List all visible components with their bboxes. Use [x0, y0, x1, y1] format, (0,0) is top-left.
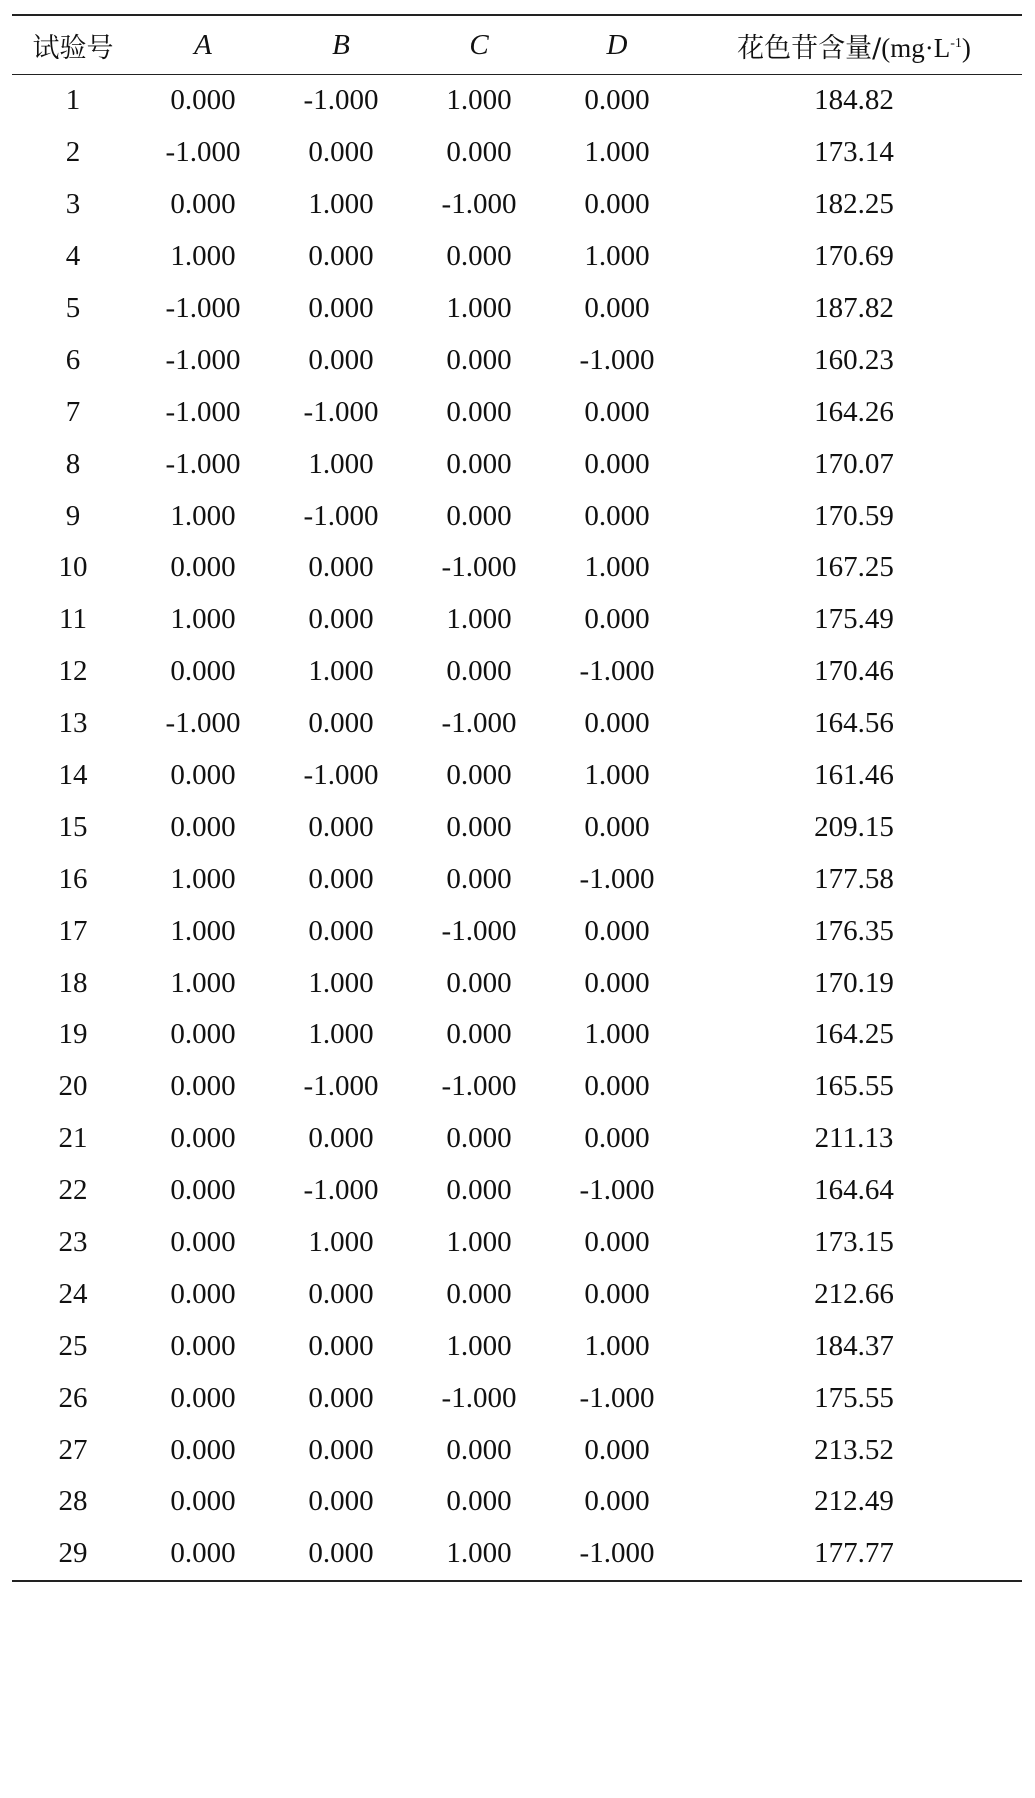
cell-factor-a: 0.000	[170, 551, 236, 584]
cell-anthocyanin-content: 176.35	[814, 914, 894, 947]
cell-factor-d: 0.000	[584, 914, 650, 947]
cell-run-number: 5	[65, 292, 81, 324]
cell-factor-c: 1.000	[446, 1537, 512, 1570]
cell-factor-b: -1.000	[303, 499, 379, 532]
cell-anthocyanin-content: 173.14	[814, 136, 894, 169]
cell-factor-d: 0.000	[584, 1226, 650, 1259]
cell-factor-d: 1.000	[584, 551, 650, 584]
cell-factor-b: -1.000	[303, 1070, 379, 1103]
cell-anthocyanin-content: 212.49	[814, 1485, 894, 1518]
header-factor-d: D	[606, 28, 628, 61]
header-anthocyanin-content	[686, 15, 1022, 75]
cell-factor-a: 1.000	[170, 499, 236, 532]
table-row	[12, 646, 1022, 698]
cell-run-number: 29	[58, 1537, 88, 1570]
header-factor-c: C	[469, 28, 489, 61]
cell-factor-d: 0.000	[584, 1433, 650, 1466]
cell-anthocyanin-content: 165.55	[814, 1070, 894, 1103]
cell-factor-d: 0.000	[584, 603, 650, 636]
table-row	[12, 542, 1022, 594]
table-row	[12, 1165, 1022, 1217]
cell-anthocyanin-content: 213.52	[814, 1433, 894, 1466]
cell-factor-d: 0.000	[584, 1485, 650, 1518]
cell-factor-c: 1.000	[446, 1329, 512, 1362]
cell-factor-d: 1.000	[584, 759, 650, 792]
cell-factor-c: 0.000	[446, 1277, 512, 1310]
cell-anthocyanin-content: 161.46	[814, 759, 894, 792]
cell-factor-a: 1.000	[170, 603, 236, 636]
cell-factor-d: 1.000	[584, 1329, 650, 1362]
table-row	[12, 1268, 1022, 1320]
cell-run-number: 6	[65, 343, 81, 376]
cell-factor-a: 0.000	[170, 1226, 236, 1259]
cell-anthocyanin-content: 177.77	[814, 1537, 894, 1570]
cell-anthocyanin-content: 160.23	[814, 343, 894, 376]
cell-anthocyanin-content: 182.25	[814, 188, 894, 221]
table-row	[12, 438, 1022, 490]
cell-factor-a: 1.000	[170, 914, 236, 947]
cell-factor-b: -1.000	[303, 759, 379, 792]
cell-run-number: 11	[59, 603, 87, 636]
cell-factor-a: -1.000	[165, 707, 241, 740]
cell-factor-a: 0.000	[170, 1122, 236, 1155]
cell-factor-b: 0.000	[308, 136, 374, 169]
cell-factor-c: 0.000	[446, 1174, 512, 1207]
cell-run-number: 22	[58, 1174, 88, 1207]
cell-run-number: 28	[58, 1485, 88, 1518]
cell-factor-d: -1.000	[579, 1537, 655, 1570]
cell-factor-d: 0.000	[584, 966, 650, 999]
cell-factor-a: 0.000	[170, 84, 236, 117]
cell-factor-b: 0.000	[308, 1485, 374, 1518]
cell-factor-a: -1.000	[165, 292, 241, 324]
cell-run-number: 17	[58, 914, 88, 947]
cell-run-number: 1	[65, 84, 81, 117]
header-result-exponent: -1	[950, 35, 962, 51]
cell-run-number: 10	[58, 551, 88, 584]
cell-run-number: 8	[65, 447, 81, 480]
cell-anthocyanin-content: 170.59	[814, 499, 894, 532]
cell-anthocyanin-content: 164.56	[814, 707, 894, 740]
cell-factor-c: 0.000	[446, 810, 512, 843]
cell-factor-b: 1.000	[308, 1226, 374, 1259]
cell-factor-a: 0.000	[170, 1174, 236, 1207]
cell-factor-a: 0.000	[170, 1070, 236, 1103]
cell-factor-a: 0.000	[170, 1433, 236, 1466]
cell-factor-a: 0.000	[170, 1277, 236, 1310]
cell-factor-c: 0.000	[446, 136, 512, 169]
cell-run-number: 7	[65, 395, 81, 428]
cell-factor-b: 1.000	[308, 1018, 374, 1051]
table-header	[12, 15, 1022, 75]
cell-factor-c: 0.000	[446, 1018, 512, 1051]
cell-anthocyanin-content: 173.15	[814, 1226, 894, 1259]
cell-factor-c: 0.000	[446, 499, 512, 532]
cell-factor-b: 0.000	[308, 551, 374, 584]
cell-factor-d: -1.000	[579, 343, 655, 376]
cell-factor-c: 0.000	[446, 862, 512, 895]
cell-factor-b: 0.000	[308, 707, 374, 740]
cell-factor-c: 1.000	[446, 603, 512, 636]
cell-factor-a: 0.000	[170, 759, 236, 792]
cell-anthocyanin-content: 167.25	[814, 551, 894, 584]
cell-factor-a: 1.000	[170, 862, 236, 895]
cell-factor-c: 0.000	[446, 1485, 512, 1518]
cell-factor-d: 0.000	[584, 84, 650, 117]
cell-factor-a: -1.000	[165, 343, 241, 376]
table-row	[12, 1424, 1022, 1476]
table-row	[12, 594, 1022, 646]
cell-anthocyanin-content: 175.49	[814, 603, 894, 636]
header-result-close: )	[961, 32, 971, 63]
cell-factor-d: 0.000	[584, 707, 650, 740]
cell-run-number: 25	[58, 1329, 88, 1362]
cell-anthocyanin-content: 177.58	[814, 862, 894, 895]
cell-run-number: 4	[65, 240, 81, 273]
cell-factor-d: 0.000	[584, 1277, 650, 1310]
cell-anthocyanin-content: 175.55	[814, 1381, 894, 1414]
data-table-container	[12, 14, 1022, 1582]
cell-anthocyanin-content: 164.64	[814, 1174, 894, 1207]
table-row	[12, 1009, 1022, 1061]
cell-factor-c: 0.000	[446, 966, 512, 999]
header-run-number: 试验号	[32, 32, 114, 64]
table-row	[12, 386, 1022, 438]
cell-factor-d: 0.000	[584, 447, 650, 480]
cell-run-number: 13	[58, 707, 88, 740]
cell-run-number: 9	[65, 499, 81, 532]
cell-anthocyanin-content: 170.19	[814, 966, 894, 999]
cell-factor-b: 0.000	[308, 862, 374, 895]
cell-factor-b: 0.000	[308, 343, 374, 376]
cell-factor-c: 0.000	[446, 759, 512, 792]
cell-factor-d: 0.000	[584, 1070, 650, 1103]
cell-factor-a: 0.000	[170, 1329, 236, 1362]
table-row	[12, 1372, 1022, 1424]
cell-run-number: 21	[58, 1122, 88, 1155]
cell-factor-c: 1.000	[446, 292, 512, 324]
cell-run-number: 20	[58, 1070, 88, 1103]
cell-factor-a: 0.000	[170, 655, 236, 688]
cell-factor-d: 0.000	[584, 395, 650, 428]
cell-factor-a: 0.000	[170, 1537, 236, 1570]
cell-factor-b: 0.000	[308, 1433, 374, 1466]
header-row	[12, 15, 1022, 75]
cell-factor-b: 0.000	[308, 914, 374, 947]
header-factor-a: A	[194, 28, 212, 61]
table-row	[12, 1113, 1022, 1165]
cell-run-number: 24	[58, 1277, 88, 1310]
cell-factor-b: 0.000	[308, 292, 374, 324]
cell-factor-c: 1.000	[446, 1226, 512, 1259]
cell-factor-b: 0.000	[308, 1381, 374, 1414]
cell-factor-c: -1.000	[441, 188, 517, 221]
cell-run-number: 26	[58, 1381, 88, 1414]
cell-anthocyanin-content: 184.37	[814, 1329, 894, 1362]
cell-factor-d: 1.000	[584, 136, 650, 169]
table-row	[12, 750, 1022, 802]
cell-factor-a: 1.000	[170, 966, 236, 999]
table-row	[12, 1217, 1022, 1269]
cell-run-number: 3	[65, 188, 81, 221]
experiment-results-table	[12, 14, 1022, 1582]
cell-run-number: 27	[58, 1433, 88, 1466]
table-row	[12, 1528, 1022, 1581]
cell-factor-c: 0.000	[446, 240, 512, 273]
cell-factor-c: -1.000	[441, 707, 517, 740]
table-row	[12, 801, 1022, 853]
header-result-label: 花色苷含量/	[737, 32, 882, 64]
cell-anthocyanin-content: 212.66	[814, 1277, 894, 1310]
cell-run-number: 23	[58, 1226, 88, 1259]
cell-anthocyanin-content: 170.69	[814, 240, 894, 273]
cell-factor-d: -1.000	[579, 1174, 655, 1207]
table-row	[12, 231, 1022, 283]
cell-run-number: 18	[58, 966, 88, 999]
cell-anthocyanin-content: 170.46	[814, 655, 894, 688]
cell-run-number: 12	[58, 655, 88, 688]
table-row	[12, 698, 1022, 750]
cell-run-number: 15	[58, 810, 88, 843]
cell-factor-c: 0.000	[446, 395, 512, 428]
cell-anthocyanin-content: 187.82	[814, 292, 894, 324]
cell-factor-c: -1.000	[441, 914, 517, 947]
cell-anthocyanin-content: 184.82	[814, 84, 894, 117]
cell-factor-b: 1.000	[308, 188, 374, 221]
cell-run-number: 2	[65, 136, 81, 169]
cell-factor-b: -1.000	[303, 84, 379, 117]
cell-anthocyanin-content: 164.25	[814, 1018, 894, 1051]
cell-factor-c: 0.000	[446, 655, 512, 688]
table-row	[12, 1320, 1022, 1372]
cell-factor-a: 0.000	[170, 1018, 236, 1051]
cell-factor-d: 0.000	[584, 810, 650, 843]
cell-factor-a: 0.000	[170, 1381, 236, 1414]
cell-factor-d: -1.000	[579, 1381, 655, 1414]
cell-factor-b: 0.000	[308, 603, 374, 636]
cell-factor-c: 0.000	[446, 447, 512, 480]
cell-factor-d: 1.000	[584, 240, 650, 273]
cell-factor-c: 0.000	[446, 343, 512, 376]
cell-factor-a: 0.000	[170, 188, 236, 221]
cell-factor-a: 1.000	[170, 240, 236, 273]
cell-factor-c: -1.000	[441, 551, 517, 584]
cell-factor-c: 0.000	[446, 1433, 512, 1466]
table-row	[12, 1476, 1022, 1528]
cell-factor-a: 0.000	[170, 810, 236, 843]
cell-factor-a: -1.000	[165, 136, 241, 169]
table-row	[12, 283, 1022, 335]
table-row	[12, 75, 1022, 127]
cell-factor-b: 0.000	[308, 1329, 374, 1362]
header-result-unit: (mg·L	[881, 32, 951, 63]
cell-anthocyanin-content: 164.26	[814, 395, 894, 428]
table-row	[12, 127, 1022, 179]
cell-factor-a: 0.000	[170, 1485, 236, 1518]
cell-run-number: 19	[58, 1018, 88, 1051]
table-row	[12, 905, 1022, 957]
cell-factor-d: 0.000	[584, 1122, 650, 1155]
cell-factor-d: 0.000	[584, 292, 650, 324]
cell-run-number: 16	[58, 862, 88, 895]
table-body	[12, 75, 1022, 1581]
cell-factor-c: -1.000	[441, 1070, 517, 1103]
cell-factor-b: 0.000	[308, 810, 374, 843]
cell-factor-c: -1.000	[441, 1381, 517, 1414]
cell-factor-d: 1.000	[584, 1018, 650, 1051]
table-row	[12, 334, 1022, 386]
cell-factor-b: 1.000	[308, 447, 374, 480]
table-row	[12, 853, 1022, 905]
cell-factor-c: 1.000	[446, 84, 512, 117]
table-row	[12, 957, 1022, 1009]
cell-factor-a: -1.000	[165, 447, 241, 480]
cell-factor-d: -1.000	[579, 655, 655, 688]
header-factor-b: B	[332, 28, 350, 61]
cell-factor-d: 0.000	[584, 188, 650, 221]
cell-factor-c: 0.000	[446, 1122, 512, 1155]
cell-anthocyanin-content: 170.07	[814, 447, 894, 480]
cell-factor-d: -1.000	[579, 862, 655, 895]
cell-factor-b: 1.000	[308, 966, 374, 999]
table-row	[12, 1061, 1022, 1113]
cell-factor-b: 0.000	[308, 240, 374, 273]
cell-factor-a: -1.000	[165, 395, 241, 428]
table-row	[12, 490, 1022, 542]
cell-anthocyanin-content: 209.15	[814, 810, 894, 843]
cell-factor-b: -1.000	[303, 1174, 379, 1207]
table-row	[12, 179, 1022, 231]
cell-anthocyanin-content: 211.13	[814, 1122, 894, 1155]
cell-run-number: 14	[58, 759, 88, 792]
cell-factor-d: 0.000	[584, 499, 650, 532]
cell-factor-b: -1.000	[303, 395, 379, 428]
cell-factor-b: 1.000	[308, 655, 374, 688]
cell-factor-b: 0.000	[308, 1122, 374, 1155]
cell-factor-b: 0.000	[308, 1537, 374, 1570]
cell-factor-b: 0.000	[308, 1277, 374, 1310]
